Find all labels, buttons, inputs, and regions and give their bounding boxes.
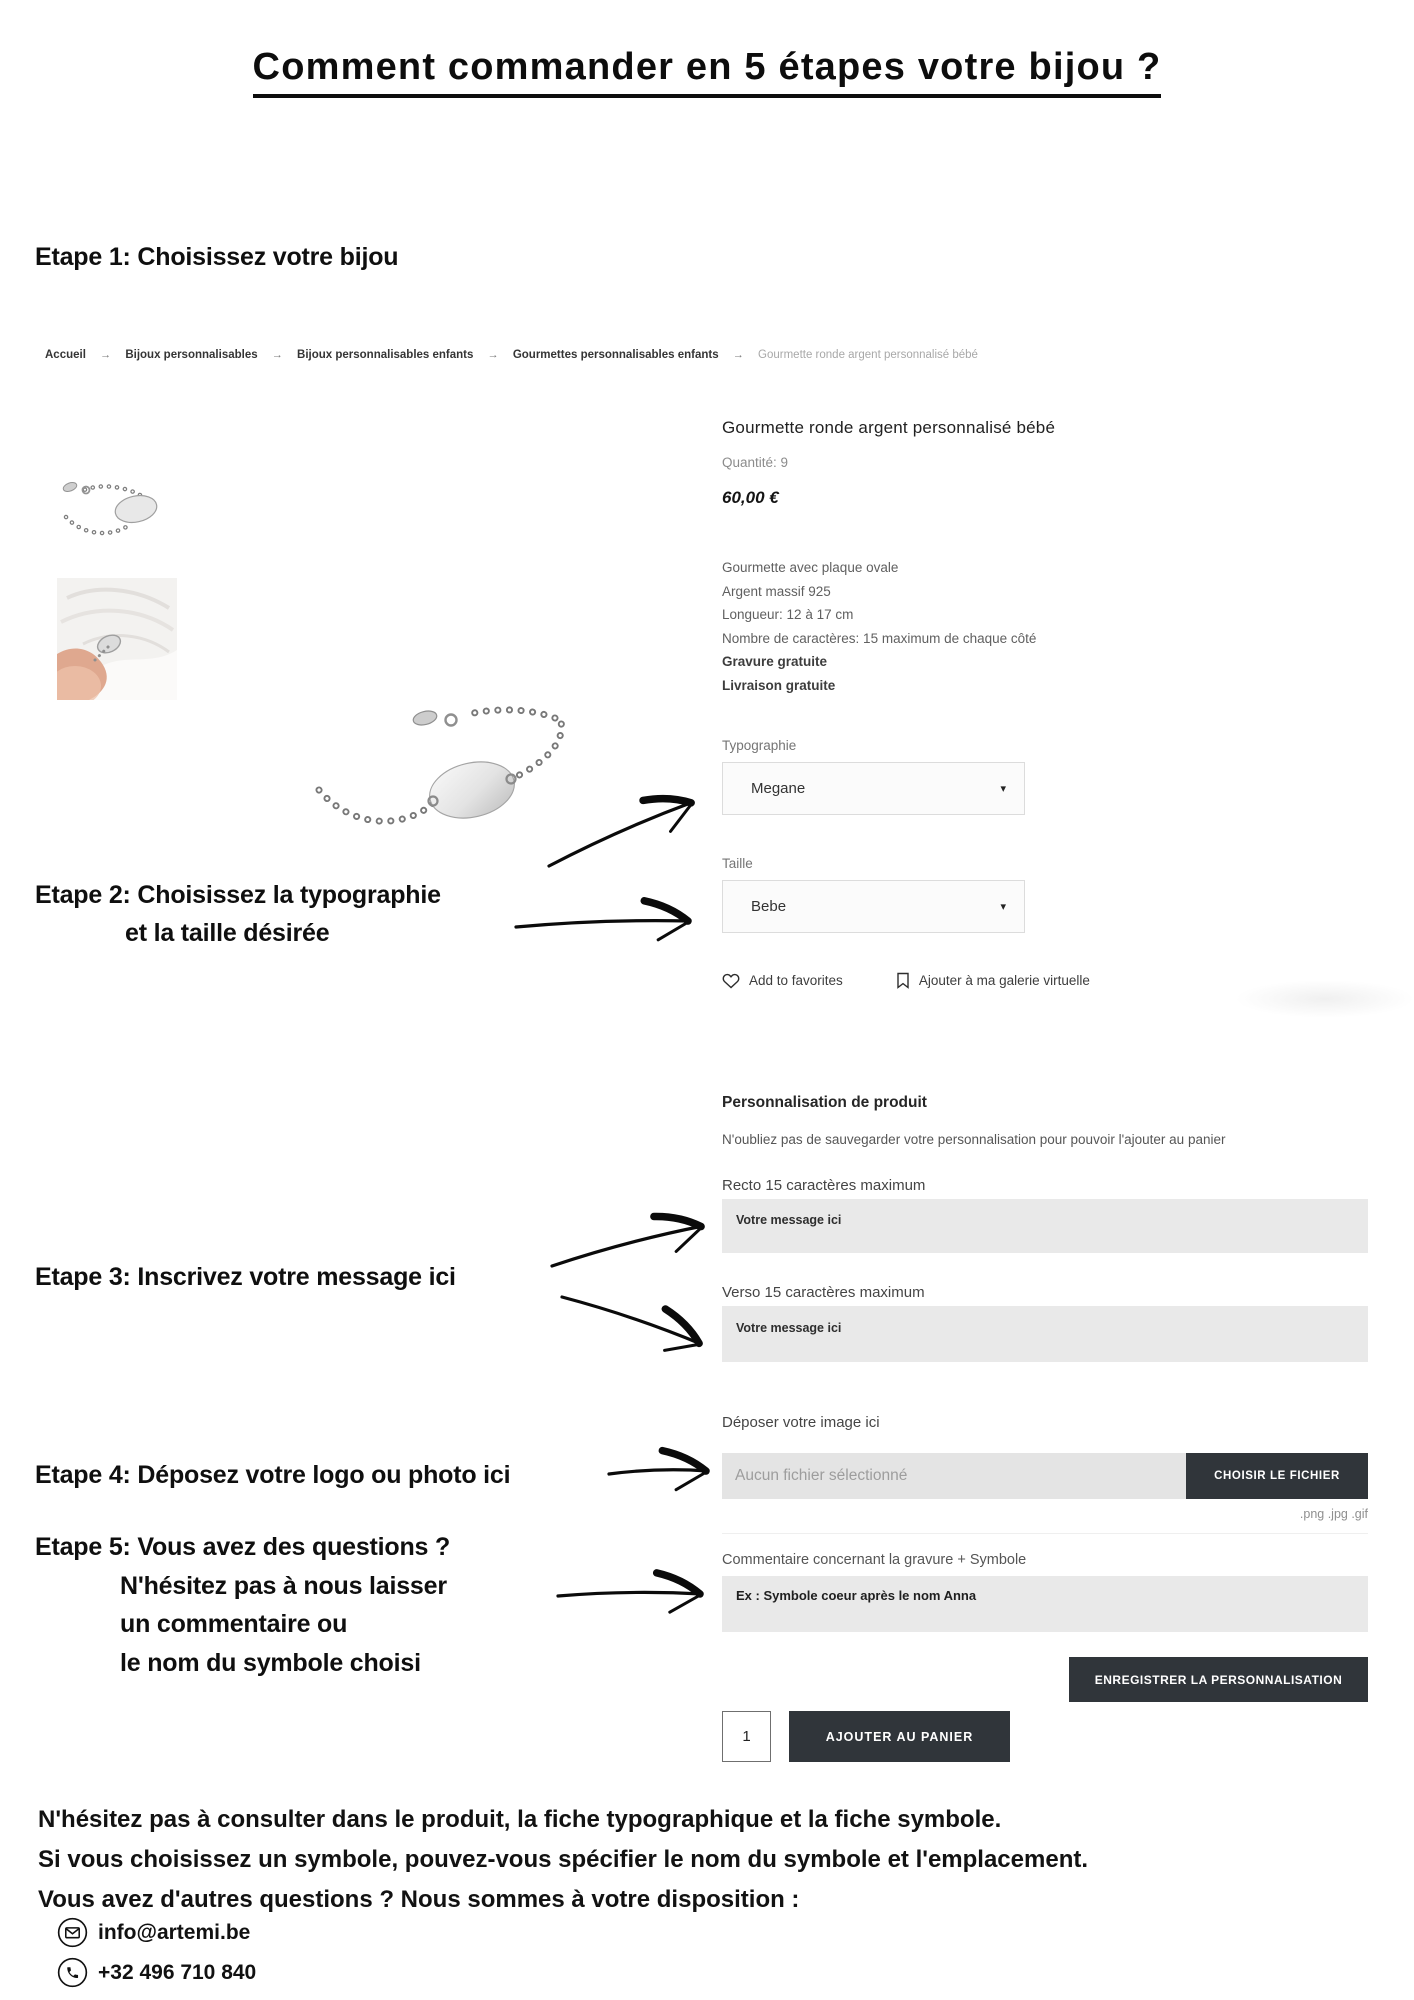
breadcrumb-item-bijoux[interactable]: Bijoux personnalisables	[125, 349, 258, 361]
typography-label: Typographie	[722, 738, 797, 753]
contact-email-row	[57, 1917, 250, 1948]
size-label: Taille	[722, 856, 753, 871]
step2-line1: Etape 2: Choisissez la typographie	[35, 881, 441, 909]
step5-line2: N'hésitez pas à nous laisser	[120, 1571, 447, 1600]
description-line: Gourmette avec plaque ovale	[722, 560, 899, 575]
step2-heading	[35, 876, 441, 952]
product-thumbnail-bracelet[interactable]	[48, 455, 173, 555]
contact-phone[interactable]: +32 496 710 840	[98, 1960, 257, 1984]
breadcrumb	[45, 349, 978, 361]
file-selected-text[interactable]: Aucun fichier sélectionné	[722, 1453, 1186, 1499]
bookmark-icon	[896, 972, 910, 989]
footer-note	[38, 1800, 1088, 1920]
product-thumbnail-baby-wrist[interactable]	[57, 578, 177, 700]
comment-input[interactable]	[722, 1576, 1368, 1632]
faint-photo-smudge	[1235, 980, 1414, 1018]
description-line: Argent massif 925	[722, 583, 831, 599]
personalization-subtitle: N'oubliez pas de sauvegarder votre personnalisation pour pouvoir l'ajouter au panier	[722, 1132, 1226, 1147]
page-title: Comment commander en 5 étapes votre bijou ?	[253, 46, 1162, 98]
breadcrumb-arrow-icon: →	[732, 349, 744, 361]
breadcrumb-arrow-icon: →	[100, 349, 112, 361]
product-description	[722, 556, 1036, 697]
add-to-gallery-label: Ajouter à ma galerie virtuelle	[918, 973, 1090, 988]
step3-heading: Etape 3: Inscrivez votre message ici	[35, 1263, 456, 1291]
verso-message-input[interactable]	[722, 1306, 1368, 1362]
breadcrumb-arrow-icon: →	[487, 349, 499, 361]
description-line: Longueur: 12 à 17 cm	[722, 607, 854, 622]
footer-line: N'hésitez pas à consulter dans le produit, la fiche typographique et la fiche symbole.	[38, 1806, 1002, 1833]
typography-value: Megane	[751, 780, 806, 797]
size-select[interactable]	[722, 880, 1025, 933]
add-to-favorites-button[interactable]	[722, 972, 843, 989]
description-line-shipping: Livraison gratuite	[722, 677, 836, 693]
typography-select[interactable]	[722, 762, 1025, 815]
verso-label: Verso 15 caractères maximum	[722, 1284, 925, 1301]
favorites-row	[722, 972, 1090, 989]
description-line: Nombre de caractères: 15 maximum de chaque côté	[722, 630, 1037, 646]
breadcrumb-item-bijoux-enfants[interactable]: Bijoux personnalisables enfants	[297, 349, 474, 361]
contact-email[interactable]: info@artemi.be	[98, 1920, 251, 1944]
product-quantity: Quantité: 9	[722, 455, 789, 470]
step5-heading	[35, 1528, 450, 1682]
file-types-hint: .png .jpg .gif	[1299, 1507, 1368, 1521]
add-to-gallery-button[interactable]	[896, 972, 1090, 989]
footer-line: Vous avez d'autres questions ? Nous sommes à votre disposition :	[38, 1886, 800, 1913]
comment-label: Commentaire concernant la gravure + Symbole	[722, 1552, 1027, 1568]
breadcrumb-item-gourmettes[interactable]: Gourmettes personnalisables enfants	[512, 349, 719, 361]
recto-label: Recto 15 caractères maximum	[722, 1177, 926, 1194]
personalization-title: Personnalisation de produit	[722, 1094, 927, 1111]
add-to-cart-button[interactable]: AJOUTER AU PANIER	[789, 1711, 1010, 1762]
step5-line3: un commentaire ou	[120, 1610, 348, 1638]
section-divider	[722, 1533, 1368, 1534]
add-to-favorites-label: Add to favorites	[749, 973, 843, 988]
product-main-image[interactable]	[305, 680, 605, 865]
breadcrumb-item-current: Gourmette ronde argent personnalisé bébé	[758, 349, 978, 361]
contact-phone-row	[57, 1957, 256, 1988]
save-personalization-button[interactable]: ENREGISTRER LA PERSONNALISATION	[1069, 1657, 1368, 1702]
choose-file-button[interactable]: CHOISIR LE FICHIER	[1186, 1453, 1368, 1499]
step1-heading: Etape 1: Choisissez votre bijou	[35, 243, 399, 271]
step5-line4: le nom du symbole choisi	[120, 1648, 421, 1677]
step4-heading: Etape 4: Déposez votre logo ou photo ici	[35, 1461, 511, 1489]
breadcrumb-item-home[interactable]: Accueil	[45, 349, 86, 361]
breadcrumb-arrow-icon: →	[271, 349, 283, 361]
phone-icon	[57, 1957, 88, 1988]
size-value: Bebe	[751, 898, 787, 915]
chevron-down-icon: ▾	[1000, 782, 1006, 795]
description-line-engraving: Gravure gratuite	[722, 654, 828, 669]
envelope-icon	[57, 1917, 88, 1948]
quantity-input[interactable]	[722, 1711, 771, 1762]
recto-message-input[interactable]	[722, 1199, 1368, 1253]
footer-line: Si vous choisissez un symbole, pouvez-vous spécifier le nom du symbole et l'emplacement.	[38, 1846, 1089, 1873]
step5-line1: Etape 5: Vous avez des questions ?	[35, 1533, 451, 1561]
product-price: 60,00 €	[722, 488, 779, 507]
file-upload-row	[722, 1453, 1368, 1499]
heart-icon	[722, 972, 740, 989]
upload-label: Déposer votre image ici	[722, 1414, 880, 1431]
product-title: Gourmette ronde argent personnalisé bébé	[722, 418, 1056, 437]
step2-line2: et la taille désirée	[125, 919, 330, 947]
chevron-down-icon: ▾	[1000, 900, 1006, 913]
